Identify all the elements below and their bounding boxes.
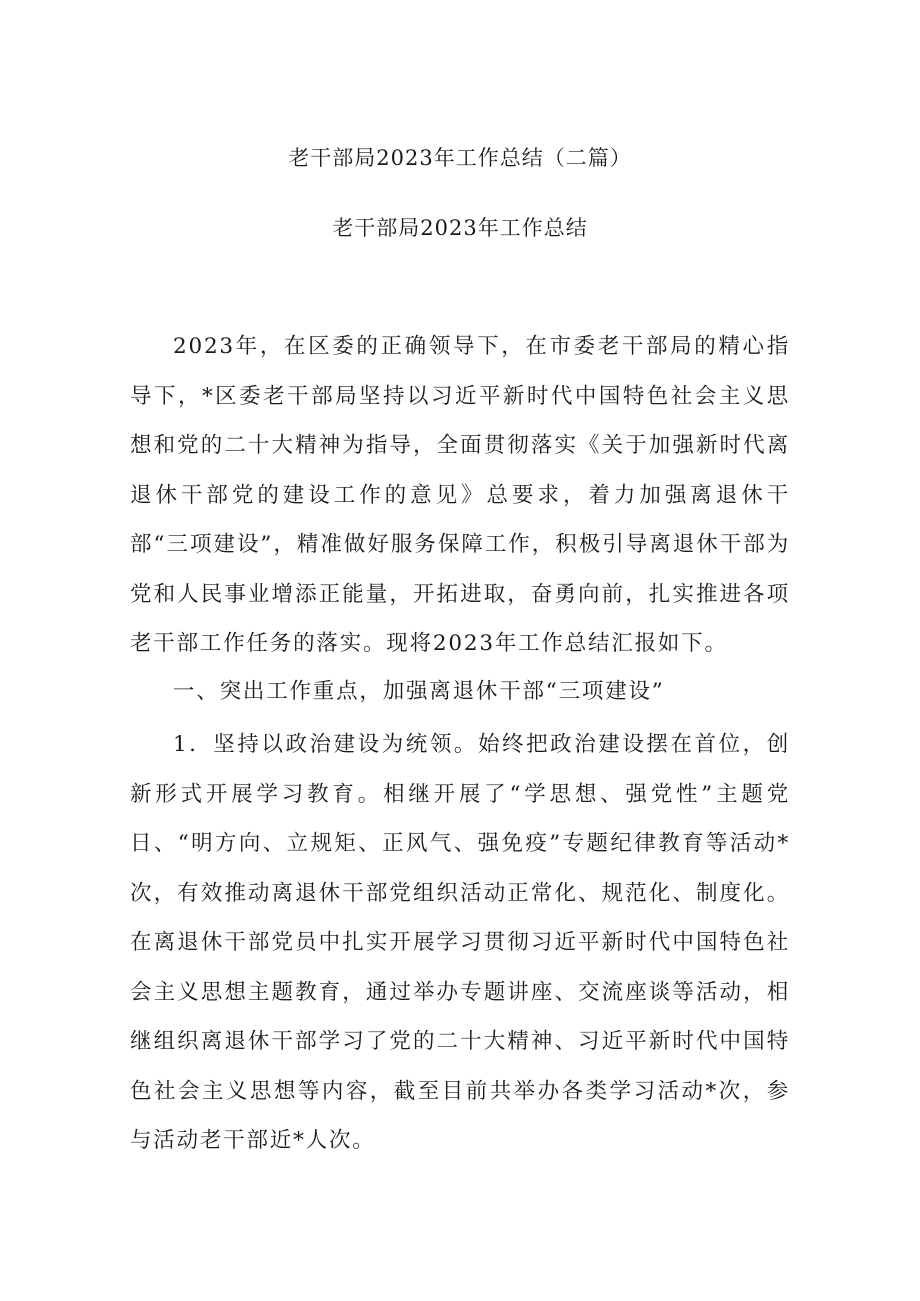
- section-1-item-1-paragraph: 1．坚持以政治建设为统领。始终把政治建设摆在首位，创新形式开展学习教育。相继开展了“学思想、强党性”主题党日、“明方向、立规矩、正风气、强免疫”专题纪律教育等活动*次，有效推动离退休干部党组织活动正常化、规范化、制度化。在离退休干部党员中扎实开展学习贯彻习近平新时代中国特色社会主义思想主题教育，通过举办专题讲座、交流座谈等活动，相继组织离退休干部学习了党的二十大精神、习近平新时代中国特色社会主义思想等内容，截至目前共举办各类学习活动*次，参与活动老干部近*人次。: [130, 732, 790, 1153]
- intro-paragraph: 2023年，在区委的正确领导下，在市委老干部局的精心指导下，*区委老干部局坚持以习近平新时代中国特色社会主义思想和党的二十大精神为指导，全面贯彻落实《关于加强新时代离退休干部党的建设工作的意见》总要求，着力加强离退休干部“三项建设”，精准做好服务保障工作，积极引导离退休干部为党和人民事业增添正能量，开拓进取，奋勇向前，扎实推进各项老干部工作任务的落实。现将2023年工作总结汇报如下。: [130, 334, 790, 656]
- document-title: 老干部局2023年工作总结（二篇）: [288, 146, 632, 170]
- section-1-heading: 一、突出工作重点，加强离退休干部“三项建设”: [173, 679, 665, 704]
- document-subtitle: 老干部局2023年工作总结: [332, 216, 588, 240]
